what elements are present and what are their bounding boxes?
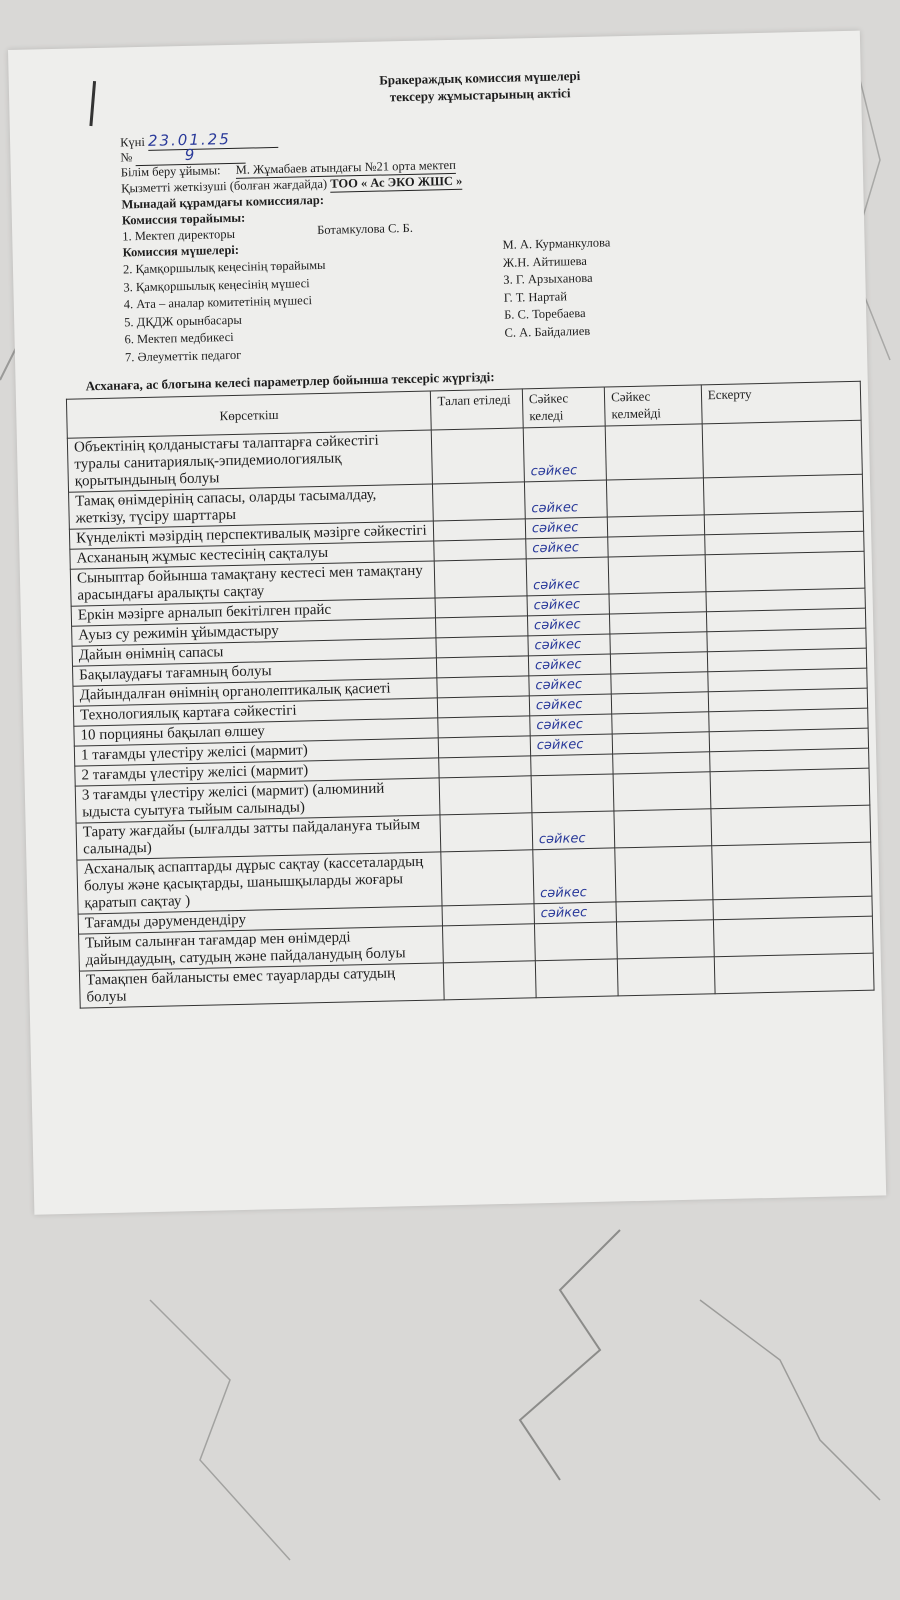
required-cell [438, 696, 530, 718]
indicator-cell: 1 тағамды үлестіру желісі (мармит) [74, 738, 439, 766]
note-cell [714, 953, 874, 994]
noncompliant-cell [617, 957, 715, 996]
required-cell [434, 519, 526, 541]
compliant-mark-cell: сәйкес [528, 634, 611, 656]
member-roles-list [123, 257, 328, 367]
indicator-cell: Тамақпен байланысты емес тауарларды сатудың болуы [79, 963, 444, 1008]
indicator-cell: Еркін мәзірге арналып бекітілген прайс [71, 598, 436, 626]
member-role: 2. Қамқоршылық кеңесінің төрайымы [122, 257, 326, 277]
compliant-mark-cell [531, 774, 614, 813]
commission-heading: Мынадай құрамдағы комиссиялар: [121, 192, 325, 212]
noncompliant-cell [611, 692, 708, 714]
number-value: 9 [135, 145, 245, 166]
header-noncompliant: Сәйкес келмейді [604, 385, 702, 426]
required-cell [441, 850, 534, 906]
compliant-mark-cell: сәйкес [523, 426, 606, 482]
noncompliant-cell [609, 592, 706, 614]
compliant-mark-cell: сәйкес [524, 480, 607, 519]
compliant-mark-cell: сәйкес [529, 694, 612, 716]
chair-heading: Комиссия төрайымы: [121, 210, 246, 228]
noncompliant-cell [611, 672, 708, 694]
member-role: 6. Мектеп медбикесі [124, 329, 234, 347]
indicator-cell: Бақылаудағы тағамның болуы [72, 658, 437, 686]
compliant-mark-cell [534, 922, 617, 961]
compliant-mark-cell: сәйкес [527, 614, 610, 636]
compliant-mark-cell: сәйкес [528, 654, 611, 676]
compliant-mark-cell: сәйкес [525, 517, 608, 539]
required-cell [435, 596, 527, 618]
school-field: Білім беру ұйымы: М. Жұмабаев атындағы №21 орта мектеп [120, 157, 456, 180]
indicator-cell: Тыйым салынған тағамдар мен өнімдерді дайындаудың, сатудың және пайдаланудың болуы [79, 926, 444, 971]
indicator-cell: Тағамды дәрумендендіру [78, 906, 443, 934]
note-cell [711, 805, 871, 846]
required-cell [444, 961, 536, 1000]
indicator-cell: Асхананың жұмыс кестесінің сақталуы [70, 541, 435, 569]
required-cell [436, 636, 528, 658]
noncompliant-cell [610, 632, 707, 654]
noncompliant-cell [613, 772, 711, 811]
indicator-cell: 2 тағамды үлестіру желісі (мармит) [75, 758, 440, 786]
member-name: Ж.Н. Айтишева [502, 253, 588, 270]
required-cell [439, 756, 531, 778]
provider-value: ТОО « Ас ЭКО ЖШС » [330, 173, 463, 191]
indicator-cell: Күнделікті мәзірдің перспективалық мәзірге сәйкестігі [69, 521, 434, 549]
date-value: 23.01.25 [148, 129, 278, 151]
noncompliant-cell [616, 900, 713, 922]
compliant-mark-cell: сәйкес [529, 674, 612, 696]
note-cell [703, 474, 863, 515]
member-role: 7. Әлеуметтік педагог [124, 347, 242, 364]
noncompliant-cell [612, 732, 709, 754]
noncompliant-cell [608, 535, 705, 557]
header-compliant: Сәйкес келеді [522, 387, 605, 428]
compliant-mark-cell: сәйкес [530, 734, 613, 756]
indicator-cell: Дайындалған өнімнің органолептикалық қасиеті [73, 678, 438, 706]
inspection-table [66, 381, 875, 1009]
members-heading: Комиссия мүшелері: [122, 242, 240, 260]
noncompliant-cell [610, 652, 707, 674]
compliant-mark-cell: сәйкес [526, 537, 609, 559]
compliant-mark-cell [531, 754, 614, 776]
noncompliant-cell [605, 424, 703, 480]
member-names-list [502, 234, 612, 341]
required-cell [440, 776, 532, 815]
required-cell [437, 676, 529, 698]
required-cell [438, 716, 530, 738]
inspection-act-sheet [8, 31, 886, 1215]
compliant-mark-cell: сәйкес [530, 714, 613, 736]
required-cell [436, 616, 528, 638]
indicator-cell: Тарату жағдайы (ылғалды затты пайдалануға тыйым салынады) [76, 815, 441, 860]
required-cell [443, 924, 535, 963]
indicator-cell: 3 тағамды үлестіру желісі (мармит) (алюминий ыдыста суытуға тыйым салынады) [75, 778, 440, 823]
noncompliant-cell [613, 752, 710, 774]
indicator-cell: Сыныптар бойынша тамақтану кестесі мен тамақтану арасындағы аралықты сақтау [70, 561, 435, 606]
indicator-cell: Объектінің қолданыстағы талаптарға сәйкестігі туралы санитариялық-эпидемиологиялық қорытындының болуы [67, 430, 433, 492]
required-cell [432, 428, 525, 484]
compliant-mark-cell: сәйкес [533, 848, 616, 904]
date-field: Күні 23.01.25 [120, 129, 278, 152]
indicator-cell: Технологиялық картаға сәйкестігі [73, 698, 438, 726]
required-cell [442, 904, 534, 926]
compliant-mark-cell: сәйкес [526, 557, 609, 596]
member-role: 5. ДҚДЖ орынбасары [124, 312, 242, 329]
member-name: Г. Т. Нартай [503, 288, 568, 305]
indicator-cell: Ауыз су режимін ұйымдастыру [72, 618, 437, 646]
chair-name: Ботамкулова С. Б. [317, 220, 414, 238]
required-cell [435, 559, 527, 598]
member-name: М. А. Курманкулова [502, 235, 611, 252]
document-title: Бракераждық комиссия мүшелері тексеру жұмыстарының актісі [379, 68, 581, 105]
noncompliant-cell [608, 555, 706, 594]
provider-field: Қызметті жеткізуші (болған жағдайда) ТОО « Ас ЭКО ЖШС » [121, 173, 463, 196]
indicator-cell: 10 порцияны бақылап өлшеу [74, 718, 439, 746]
compliant-mark-cell [535, 959, 618, 998]
note-cell [710, 768, 870, 809]
required-cell [440, 813, 532, 852]
noncompliant-cell [607, 515, 704, 537]
member-name: З. Г. Арзыханова [503, 270, 593, 287]
required-cell [434, 539, 526, 561]
noncompliant-cell [610, 612, 707, 634]
compliant-mark-cell: сәйкес [527, 594, 610, 616]
noncompliant-cell [617, 920, 715, 959]
required-cell [433, 482, 525, 521]
compliant-mark-cell: сәйкес [534, 902, 617, 924]
indicator-cell: Дайын өнімнің сапасы [72, 638, 437, 666]
member-name: Б. С. Торебаева [503, 305, 586, 322]
member-role: 3. Қамқоршылық кеңесінің мүшесі [123, 275, 310, 294]
noncompliant-cell [615, 846, 713, 902]
indicator-cell: Асханалық аспаптарды дұрыс сақтау (кассеталардың болуы және қасықтарды, шанышқыларды жоғары қаратып сақтау ) [77, 852, 443, 914]
note-cell [712, 842, 872, 900]
indicator-cell: Тамақ өнімдерінің сапасы, оларды тасымалдау, жеткізу, түсіру шарттары [69, 484, 434, 529]
header-indicator: Көрсеткіш [66, 391, 431, 438]
note-cell [705, 551, 865, 592]
noncompliant-cell [612, 712, 709, 734]
noncompliant-cell [614, 809, 712, 848]
noncompliant-cell [606, 478, 704, 517]
section-heading: Асханаға, ас блогына келесі параметрлер бойынша тексеріс жүргізді: [85, 369, 495, 394]
school-value: М. Жұмабаев атындағы №21 орта мектеп [235, 157, 456, 177]
compliant-mark-cell: сәйкес [532, 811, 615, 850]
member-role: 4. Ата – аналар комитетінің мүшесі [123, 293, 313, 312]
member-name: С. А. Байдалиев [504, 323, 591, 340]
note-cell [702, 420, 862, 478]
number-field: № 9 [120, 145, 245, 167]
chair-role: 1. Мектеп директоры [122, 226, 236, 244]
required-cell [437, 656, 529, 678]
header-required: Талап етіледі [431, 389, 523, 430]
note-cell [713, 916, 873, 957]
required-cell [439, 736, 531, 758]
header-note: Ескерту [701, 381, 861, 424]
